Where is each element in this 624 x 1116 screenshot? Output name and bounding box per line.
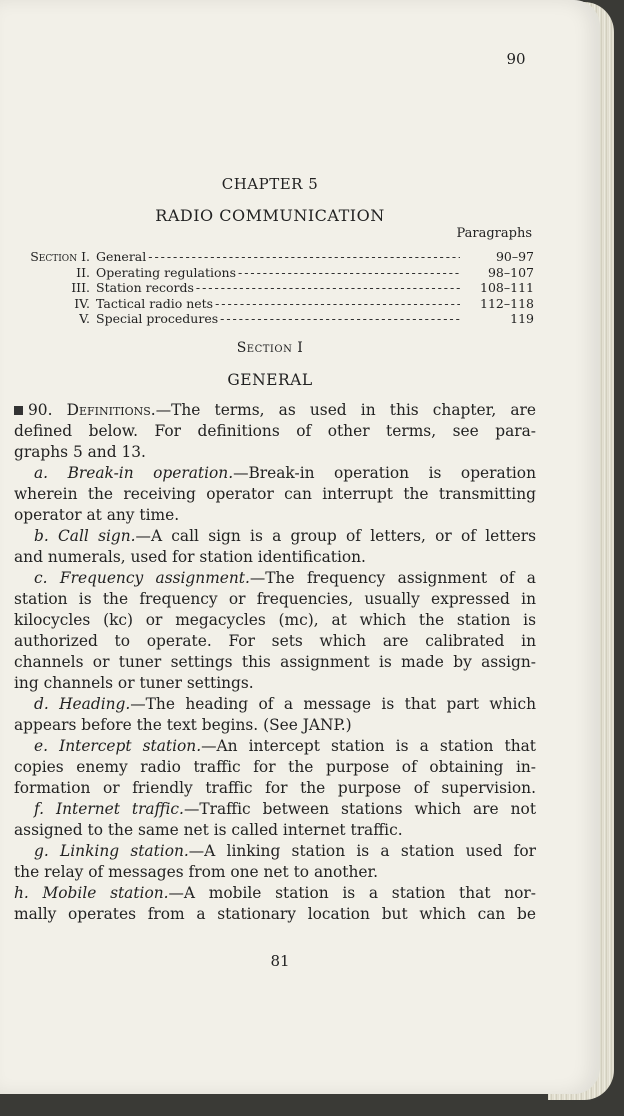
toc-range: 108–111 <box>480 280 534 295</box>
toc-row <box>8 296 534 312</box>
toc-section <box>8 249 90 265</box>
toc-section <box>8 265 90 281</box>
definition-term: Break-in operation. <box>67 464 234 482</box>
definition-term: Mobile station. <box>42 884 169 902</box>
toc-title: Tactical radio nets <box>96 295 214 311</box>
text-line <box>14 526 536 547</box>
toc-section <box>8 311 90 327</box>
definition-letter: g. <box>34 842 49 860</box>
definition-term: Call sign. <box>58 527 136 545</box>
definition-letter: d. <box>34 695 49 713</box>
paragraph-number: 90. <box>28 401 53 419</box>
toc-row <box>8 311 534 327</box>
definition-text: —A linking station is a station used for <box>188 842 536 860</box>
toc-range: 119 <box>510 311 534 326</box>
toc-title: Station records <box>96 280 194 295</box>
toc-section-number: II. <box>76 264 90 280</box>
definition-text: —An intercept station is a station that <box>201 737 536 755</box>
square-bullet-icon <box>14 406 23 415</box>
toc-row <box>8 280 534 296</box>
text-line: defined below. For definitions of other terms, see para- <box>14 422 536 440</box>
definition-term: Heading. <box>59 695 131 713</box>
text-line: operator at any time. <box>14 506 180 524</box>
toc-section-number: V. <box>79 311 90 326</box>
definition-letter: a. <box>34 464 49 482</box>
toc-leader <box>238 265 460 281</box>
text-line <box>14 883 536 904</box>
table-of-contents <box>8 249 534 327</box>
toc-section <box>8 280 90 296</box>
text-line: ing channels or tuner settings. <box>14 674 254 692</box>
text-line: formation or friendly traffic for the purpose of supervision. <box>14 779 536 797</box>
definition-text: —A mobile station is a station that nor- <box>168 884 536 902</box>
definition-letter: c. <box>34 569 48 587</box>
toc-title: Special procedures <box>96 311 219 326</box>
text-line: kilocycles (kc) or megacycles (mc), at which the station is <box>14 611 536 629</box>
toc-section-number: III. <box>71 280 90 295</box>
text-line: assigned to the same net is called internet traffic. <box>14 821 403 839</box>
definition-letter: e. <box>34 737 49 755</box>
toc-section-number: I. <box>81 249 90 264</box>
text-line: wherein the receiving operator can interrupt the transmitting <box>14 485 536 503</box>
definition-term: Linking station. <box>60 842 189 860</box>
definition-text: —A call sign is a group of letters, or of letters <box>135 527 536 545</box>
text-line: authorized to operate. For sets which are calibrated in <box>14 632 536 650</box>
toc-leader <box>148 249 460 265</box>
folio-number: 90 <box>506 50 526 68</box>
definition-term: Intercept station. <box>59 737 202 755</box>
definition-letter: b. <box>34 527 49 545</box>
page-number: 81 <box>270 952 290 970</box>
chapter-title: RADIO COMMUNICATION <box>155 206 385 225</box>
definition-text: —Break-in operation is operation <box>233 464 536 482</box>
definition-text: —Traffic between stations which are not <box>183 800 537 818</box>
definition-text: —The heading of a message is that part which <box>130 695 536 713</box>
toc-leader <box>196 280 460 296</box>
text-line <box>14 568 536 589</box>
text-line <box>14 400 536 421</box>
toc-leader <box>215 296 460 312</box>
toc-row <box>8 249 534 265</box>
paragraph-heading: Definitions. <box>66 401 156 419</box>
text-line: and numerals, used for station identification. <box>14 548 366 566</box>
toc-section-number: IV. <box>74 295 90 311</box>
definition-term: Frequency assignment. <box>59 569 250 587</box>
body-text <box>14 400 536 925</box>
text-line <box>14 736 536 757</box>
toc-range: 112–118 <box>480 295 534 311</box>
definition-term: Internet traffic. <box>56 800 184 818</box>
text-line: mally operates from a stationary location but which can be <box>14 905 536 923</box>
toc-leader <box>220 311 460 327</box>
text-line: channels or tuner settings this assignment is made by assign- <box>14 653 536 671</box>
text-line <box>14 841 536 862</box>
toc-section-prefix: Section <box>30 249 78 264</box>
toc-range: 90–97 <box>495 249 534 264</box>
text-line: graphs 5 and 13. <box>14 443 146 461</box>
text-line: copies enemy radio traffic for the purpose of obtaining in- <box>14 758 536 776</box>
definition-text: —The frequency assignment of a <box>249 569 536 587</box>
text-line: station is the frequency or frequencies, usually expressed in <box>14 590 536 608</box>
section-title: GENERAL <box>227 371 313 389</box>
toc-row <box>8 265 534 281</box>
text-line: appears before the text begins. (See JANP.) <box>14 716 352 734</box>
text-line: the relay of messages from one net to another. <box>14 863 379 881</box>
section-label: Section I <box>236 340 304 356</box>
toc-section <box>8 296 90 312</box>
toc-title: Operating regulations <box>96 264 237 280</box>
definition-letter: h. <box>14 884 29 902</box>
definition-letter: f. <box>34 800 45 818</box>
paragraphs-header: Paragraphs <box>456 226 532 241</box>
text-line <box>14 463 536 484</box>
text-line <box>14 799 536 820</box>
text-line <box>14 694 536 715</box>
toc-range: 98–107 <box>487 264 534 280</box>
toc-title: General <box>96 249 147 264</box>
paragraph-text: —The terms, as used in this chapter, are <box>155 401 536 419</box>
chapter-label: CHAPTER 5 <box>221 175 319 193</box>
